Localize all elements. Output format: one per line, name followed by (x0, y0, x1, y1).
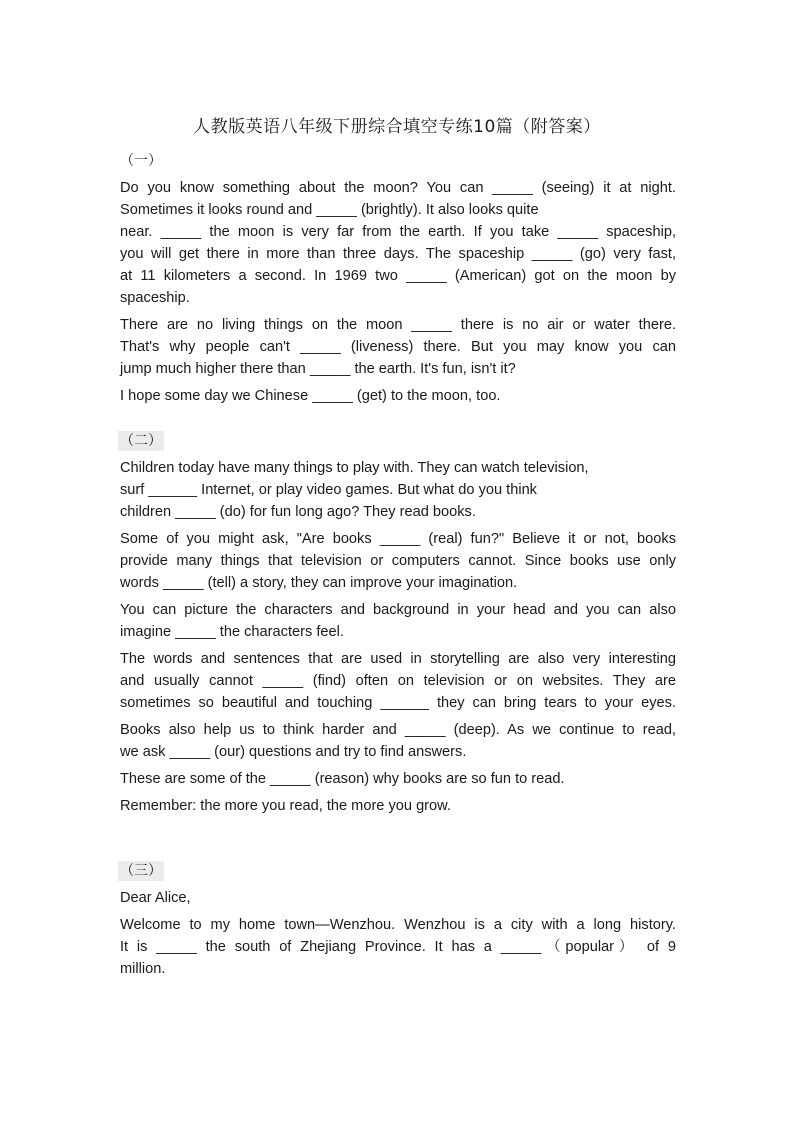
document-body (120, 150, 676, 985)
text-line: surf ______ Internet, or play video games. But what do you think (120, 482, 537, 498)
text-line: you will get there in more than three days. The spaceship _____ (go) very fast, (120, 246, 676, 262)
paragraph (120, 177, 676, 309)
paragraph (120, 914, 676, 980)
text-line: You can picture the characters and background in your head and you can also (120, 602, 676, 618)
exercise-section (120, 430, 676, 817)
text-line: near. _____ the moon is very far from the earth. If you take _____ spaceship, (120, 224, 676, 240)
paragraph (120, 768, 676, 790)
text-line: Sometimes it looks round and _____ (brightly). It also looks quite (120, 202, 539, 218)
section-spacer (120, 822, 676, 860)
text-line: Children today have many things to play with. They can watch television, (120, 460, 589, 476)
text-line: I hope some day we Chinese _____ (get) to the moon, too. (120, 388, 501, 404)
exercise-section (120, 150, 676, 407)
text-line: and usually cannot _____ (find) often on television or on websites. They are (120, 673, 676, 689)
section-label: （一） (120, 153, 162, 169)
paragraph (120, 528, 676, 594)
text-line: There are no living things on the moon _____ there is no air or water there. (120, 317, 676, 333)
paragraph (120, 314, 676, 380)
paragraph (120, 719, 676, 763)
text-line: words _____ (tell) a story, they can improve your imagination. (120, 575, 518, 591)
paragraph (120, 599, 676, 643)
text-line: Remember: the more you read, the more you grow. (120, 798, 451, 814)
paragraph (120, 457, 676, 523)
paragraph (120, 887, 676, 909)
section-spacer (120, 412, 676, 430)
text-line: provide many things that television or computers cannot. Since books use only (120, 553, 676, 569)
paragraph (120, 795, 676, 817)
text-line: It is _____ the south of Zhejiang Province. It has a _____（popular） of 9 (120, 939, 676, 955)
document-title: 人教版英语八年级下册综合填空专练10篇（附答案） (193, 117, 601, 137)
text-line: children _____ (do) for fun long ago? They read books. (120, 504, 476, 520)
text-line: spaceship. (120, 290, 190, 306)
text-line: That's why people can't _____ (liveness) there. But you may know you can (120, 339, 676, 355)
text-line: million. (120, 961, 166, 977)
text-line: we ask _____ (our) questions and try to find answers. (120, 744, 467, 760)
paragraph (120, 648, 676, 714)
text-line: imagine _____ the characters feel. (120, 624, 344, 640)
text-line: jump much higher there than _____ the earth. It's fun, isn't it? (120, 361, 516, 377)
text-line: Do you know something about the moon? You can _____ (seeing) it at night. (120, 180, 676, 196)
text-line: at 11 kilometers a second. In 1969 two _____ (American) got on the moon by (120, 268, 676, 284)
text-line: sometimes so beautiful and touching ______ they can bring tears to your eyes. (120, 695, 676, 711)
section-label: （三） (120, 863, 162, 879)
text-line: Books also help us to think harder and _____ (deep). As we continue to read, (120, 722, 676, 738)
text-line: Some of you might ask, "Are books _____ (real) fun?" Believe it or not, books (120, 531, 676, 547)
text-line: Welcome to my home town—Wenzhou. Wenzhou is a city with a long history. (120, 917, 676, 933)
text-line: These are some of the _____ (reason) why books are so fun to read. (120, 771, 565, 787)
paragraph (120, 385, 676, 407)
exercise-section (120, 860, 676, 980)
text-line: The words and sentences that are used in storytelling are also very interesting (120, 651, 676, 667)
text-line: Dear Alice, (120, 890, 191, 906)
section-label: （二） (120, 433, 162, 449)
